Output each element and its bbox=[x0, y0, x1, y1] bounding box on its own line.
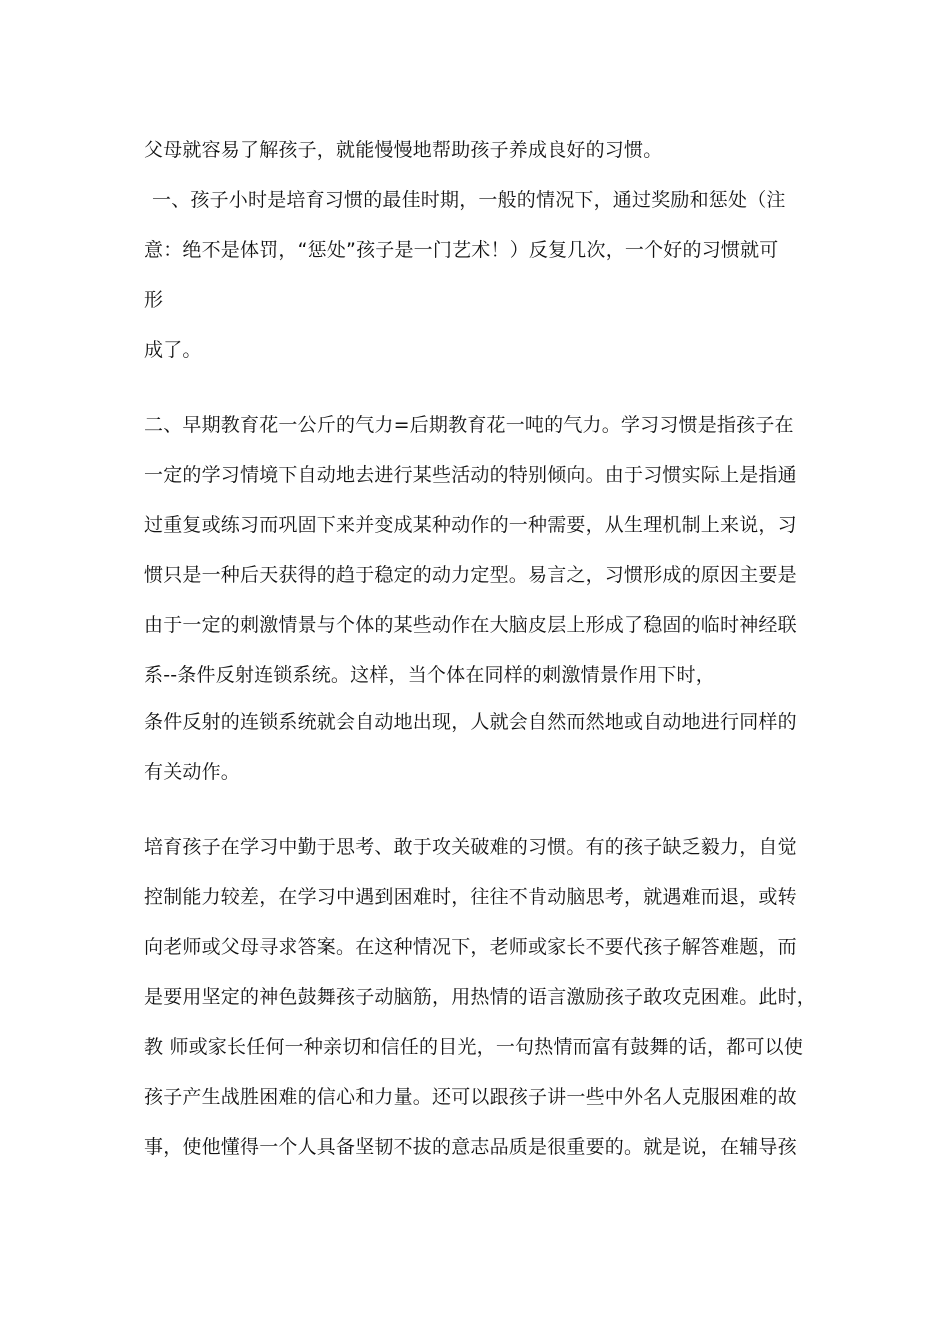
text-line: 是要用坚定的神色鼓舞孩子动脑筋，用热情的语言激励孩子敢攻克困难。此时， bbox=[144, 986, 817, 1008]
text-line: 一、孩子小时是培育习惯的最佳时期，一般的情况下，通过奖励和惩处（注 bbox=[152, 189, 786, 211]
text-line: 二、早期教育花一公斤的气力=后期教育花一吨的气力。学习习惯是指孩子在 bbox=[144, 414, 794, 436]
text-line: 成了。 bbox=[144, 339, 202, 361]
text-line: 过重复或练习而巩固下来并变成某种动作的一种需要，从生理机制上来说，习 bbox=[144, 514, 797, 536]
text-line: 形 bbox=[144, 289, 164, 311]
text-line: 培育孩子在学习中勤于思考、敢于攻关破难的习惯。有的孩子缺乏毅力，自觉 bbox=[144, 836, 797, 858]
text-line: 由于一定的刺激情景与个体的某些动作在大脑皮层上形成了稳固的临时神经联 bbox=[144, 614, 797, 636]
text-line: 父母就容易了解孩子，就能慢慢地帮助孩子养成良好的习惯。 bbox=[144, 139, 663, 161]
text-line: 惯只是一种后天获得的趋于稳定的动力定型。易言之，习惯形成的原因主要是 bbox=[144, 564, 797, 586]
text-line: 事，使他懂得一个人具备坚韧不拔的意志品质是很重要的。就是说，在辅导孩 bbox=[144, 1136, 797, 1158]
text-line: 系--条件反射连锁系统。这样，当个体在同样的刺激情景作用下时， bbox=[144, 664, 715, 686]
text-line: 教 师或家长任何一种亲切和信任的目光，一句热情而富有鼓舞的话，都可以使 bbox=[144, 1036, 804, 1058]
text-line: 控制能力较差，在学习中遇到困难时，往往不肯动脑思考，就遇难而退，或转 bbox=[144, 886, 797, 908]
text-line: 条件反射的连锁系统就会自动地出现，人就会自然而然地或自动地进行同样的 bbox=[144, 711, 797, 733]
text-line: 向老师或父母寻求答案。在这种情况下，老师或家长不要代孩子解答难题，而 bbox=[144, 936, 797, 958]
text-line: 一定的学习情境下自动地去进行某些活动的特别倾向。由于习惯实际上是指通 bbox=[144, 464, 797, 486]
text-line: 有关动作。 bbox=[144, 761, 241, 783]
text-line: 意：绝不是体罚，“惩处”孩子是一门艺术！）反复几次，一个好的习惯就可 bbox=[144, 239, 779, 261]
text-line: 孩子产生战胜困难的信心和力量。还可以跟孩子讲一些中外名人克服困难的故 bbox=[144, 1086, 797, 1108]
